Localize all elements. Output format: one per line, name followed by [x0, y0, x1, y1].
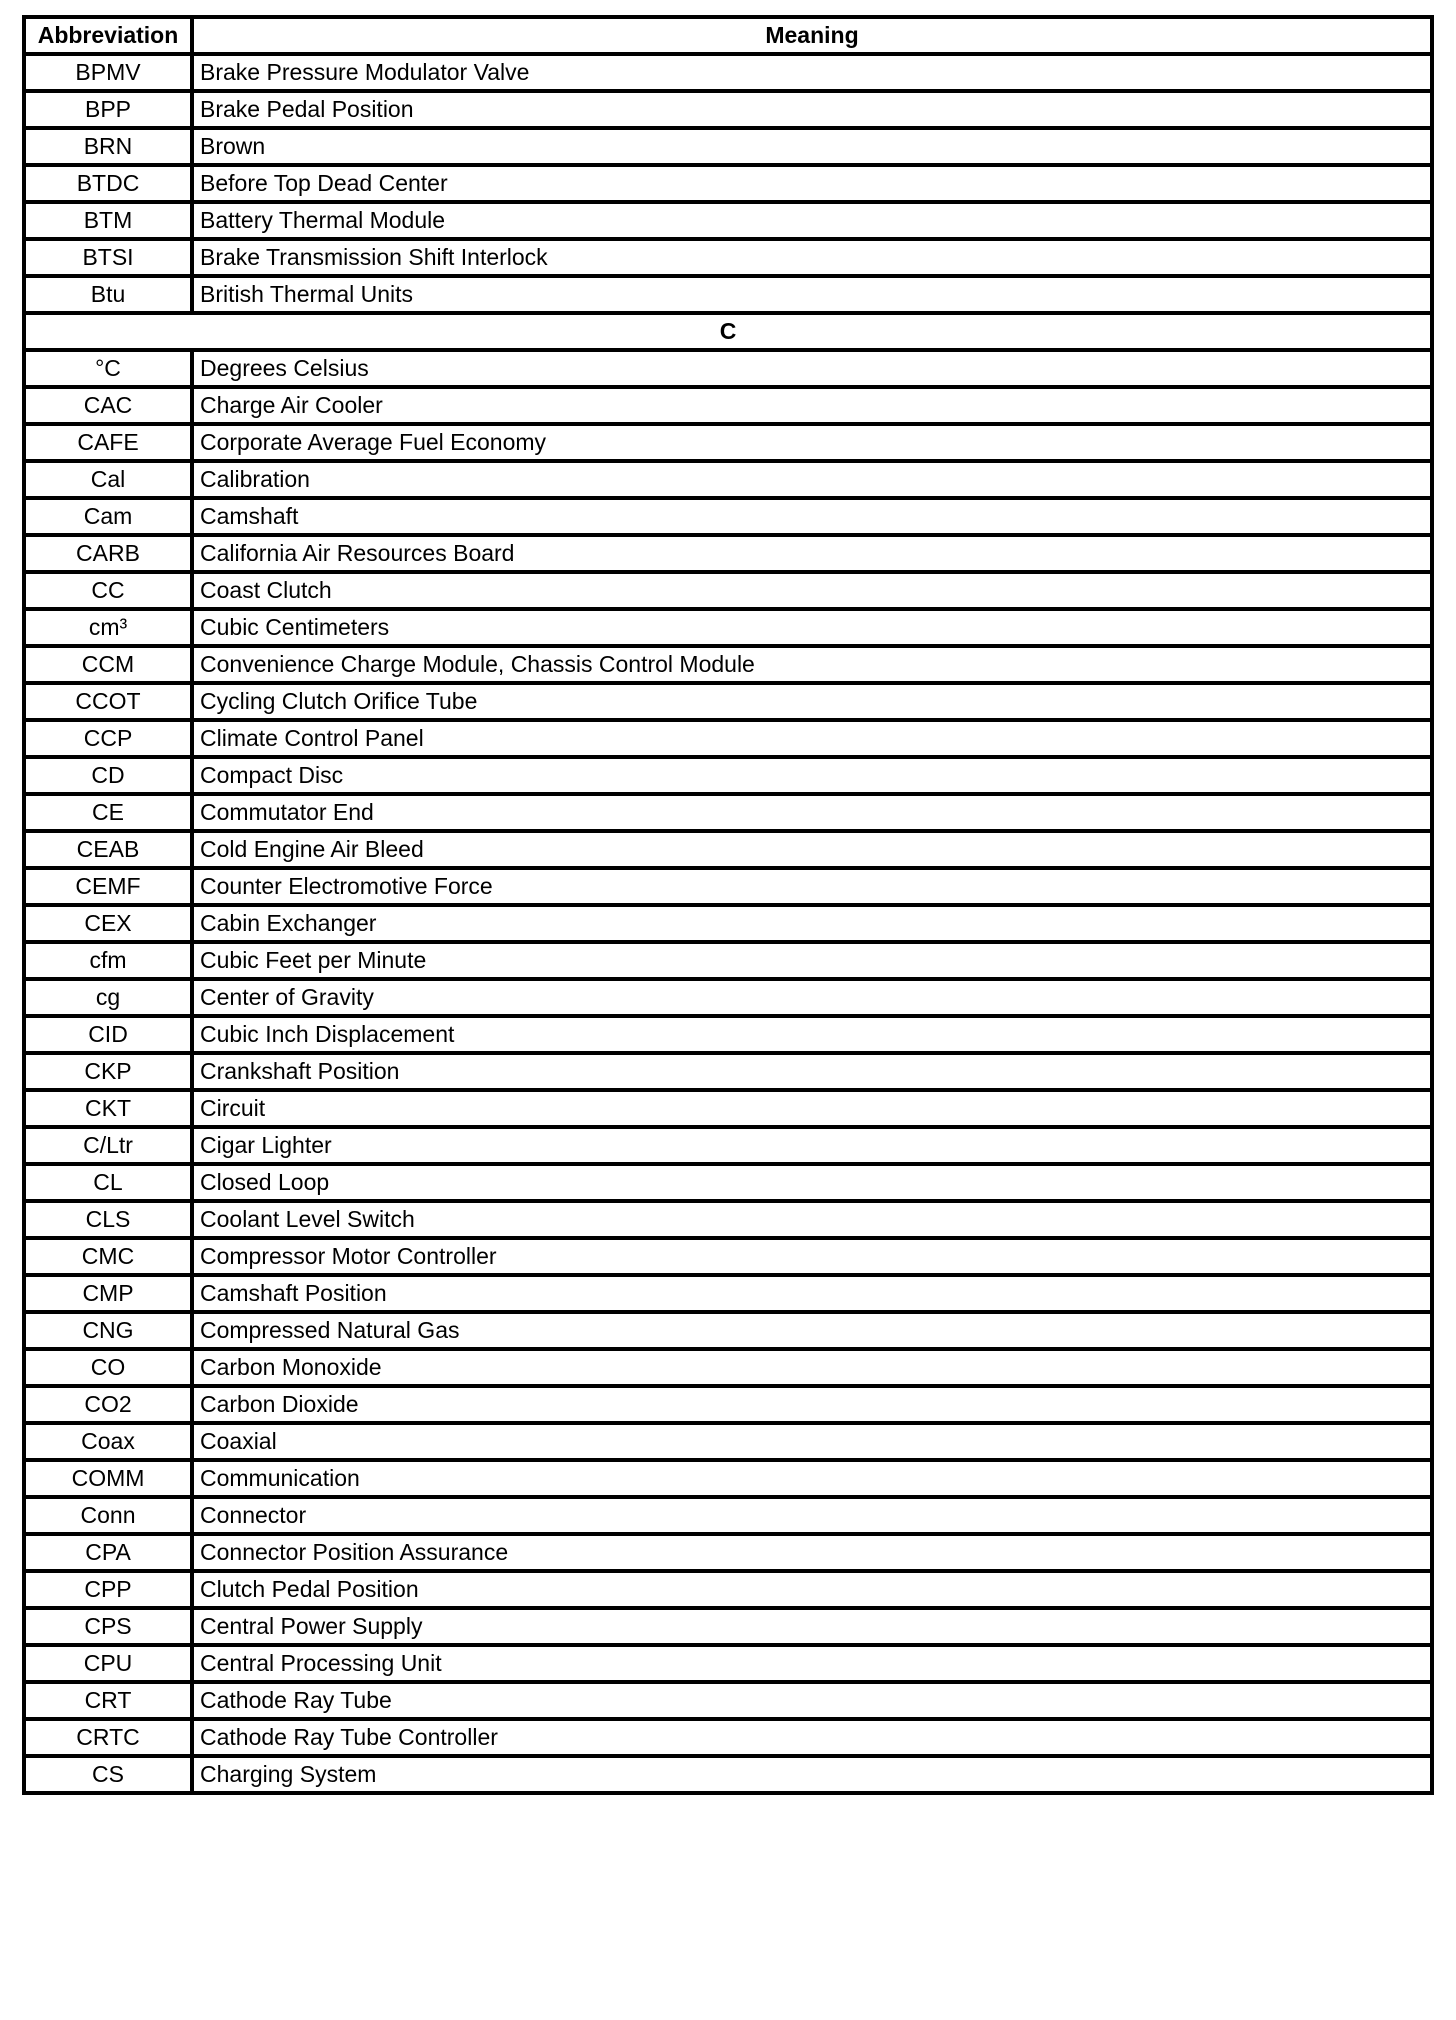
meaning-cell: Climate Control Panel — [192, 720, 1432, 757]
meaning-cell: Cycling Clutch Orifice Tube — [192, 683, 1432, 720]
table-row — [24, 1534, 1432, 1571]
abbreviation-cell: CD — [24, 757, 192, 794]
abbreviation-cell: C/Ltr — [24, 1127, 192, 1164]
meaning-cell: Commutator End — [192, 794, 1432, 831]
table-row — [24, 942, 1432, 979]
abbreviation-cell: cfm — [24, 942, 192, 979]
table-row — [24, 165, 1432, 202]
abbreviation-cell: CPP — [24, 1571, 192, 1608]
abbreviation-cell: Cal — [24, 461, 192, 498]
meaning-cell: Battery Thermal Module — [192, 202, 1432, 239]
table-row — [24, 1127, 1432, 1164]
abbreviation-cell: CMP — [24, 1275, 192, 1312]
meaning-cell: Cubic Centimeters — [192, 609, 1432, 646]
meaning-cell: Brake Pressure Modulator Valve — [192, 54, 1432, 91]
abbreviation-cell: cg — [24, 979, 192, 1016]
abbreviation-cell: CL — [24, 1164, 192, 1201]
meaning-cell: Circuit — [192, 1090, 1432, 1127]
header-row — [24, 17, 1432, 54]
table-row — [24, 128, 1432, 165]
abbreviation-cell: CLS — [24, 1201, 192, 1238]
table-row — [24, 1682, 1432, 1719]
abbreviation-cell: CAC — [24, 387, 192, 424]
table-row — [24, 1349, 1432, 1386]
abbreviation-cell: CO — [24, 1349, 192, 1386]
table-row — [24, 424, 1432, 461]
table-row — [24, 868, 1432, 905]
abbreviation-cell: CEX — [24, 905, 192, 942]
table-row — [24, 1423, 1432, 1460]
meaning-cell: Cubic Inch Displacement — [192, 1016, 1432, 1053]
abbreviation-cell: CEMF — [24, 868, 192, 905]
abbreviation-cell: CID — [24, 1016, 192, 1053]
meaning-cell: Central Power Supply — [192, 1608, 1432, 1645]
table-row — [24, 1571, 1432, 1608]
meaning-cell: Clutch Pedal Position — [192, 1571, 1432, 1608]
table-row — [24, 91, 1432, 128]
abbreviation-cell: cm³ — [24, 609, 192, 646]
meaning-cell: Compact Disc — [192, 757, 1432, 794]
table-row — [24, 1275, 1432, 1312]
table-row — [24, 461, 1432, 498]
abbreviation-cell: CPU — [24, 1645, 192, 1682]
meaning-cell: Compressed Natural Gas — [192, 1312, 1432, 1349]
abbreviation-cell: Coax — [24, 1423, 192, 1460]
abbreviation-cell: CMC — [24, 1238, 192, 1275]
abbreviation-cell: COMM — [24, 1460, 192, 1497]
abbreviation-column-header: Abbreviation — [24, 17, 192, 54]
meaning-cell: Charging System — [192, 1756, 1432, 1793]
meaning-cell: California Air Resources Board — [192, 535, 1432, 572]
meaning-cell: Cathode Ray Tube — [192, 1682, 1432, 1719]
meaning-cell: Before Top Dead Center — [192, 165, 1432, 202]
table-row — [24, 1386, 1432, 1423]
table-row — [24, 202, 1432, 239]
abbreviation-cell: BRN — [24, 128, 192, 165]
abbreviation-cell: CRTC — [24, 1719, 192, 1756]
abbreviation-cell: CEAB — [24, 831, 192, 868]
table-row — [24, 683, 1432, 720]
table-row — [24, 905, 1432, 942]
table-row — [24, 350, 1432, 387]
table-row — [24, 1645, 1432, 1682]
table-row — [24, 1016, 1432, 1053]
table-row — [24, 1719, 1432, 1756]
meaning-cell: Brown — [192, 128, 1432, 165]
table-row — [24, 535, 1432, 572]
table-row — [24, 1608, 1432, 1645]
table-row — [24, 498, 1432, 535]
meaning-cell: Cathode Ray Tube Controller — [192, 1719, 1432, 1756]
meaning-column-header: Meaning — [192, 17, 1432, 54]
meaning-cell: Carbon Dioxide — [192, 1386, 1432, 1423]
meaning-cell: Carbon Monoxide — [192, 1349, 1432, 1386]
meaning-cell: Degrees Celsius — [192, 350, 1432, 387]
abbreviation-cell: CCP — [24, 720, 192, 757]
table-body — [24, 54, 1432, 1793]
abbreviation-cell: CKP — [24, 1053, 192, 1090]
table-row — [24, 387, 1432, 424]
abbreviation-cell: BTM — [24, 202, 192, 239]
table-row — [24, 646, 1432, 683]
table-row — [24, 1238, 1432, 1275]
meaning-cell: Charge Air Cooler — [192, 387, 1432, 424]
table-row — [24, 1497, 1432, 1534]
meaning-cell: Cubic Feet per Minute — [192, 942, 1432, 979]
meaning-cell: Closed Loop — [192, 1164, 1432, 1201]
table-row — [24, 1053, 1432, 1090]
meaning-cell: Brake Pedal Position — [192, 91, 1432, 128]
section-heading: C — [24, 313, 1432, 350]
table-row — [24, 54, 1432, 91]
abbreviation-cell: CCOT — [24, 683, 192, 720]
meaning-cell: Convenience Charge Module, Chassis Control Module — [192, 646, 1432, 683]
abbreviation-cell: °C — [24, 350, 192, 387]
meaning-cell: Corporate Average Fuel Economy — [192, 424, 1432, 461]
abbreviation-cell: BTSI — [24, 239, 192, 276]
table-row — [24, 757, 1432, 794]
abbreviation-cell: BPP — [24, 91, 192, 128]
abbreviation-cell: BPMV — [24, 54, 192, 91]
meaning-cell: Counter Electromotive Force — [192, 868, 1432, 905]
meaning-cell: Camshaft Position — [192, 1275, 1432, 1312]
table-row — [24, 831, 1432, 868]
abbreviation-cell: CE — [24, 794, 192, 831]
table-row — [24, 609, 1432, 646]
abbreviation-cell: CNG — [24, 1312, 192, 1349]
meaning-cell: Connector — [192, 1497, 1432, 1534]
meaning-cell: Cigar Lighter — [192, 1127, 1432, 1164]
abbreviation-cell: CKT — [24, 1090, 192, 1127]
meaning-cell: Calibration — [192, 461, 1432, 498]
abbreviation-cell: CO2 — [24, 1386, 192, 1423]
table-row — [24, 239, 1432, 276]
section-row-c — [24, 313, 1432, 350]
meaning-cell: Coast Clutch — [192, 572, 1432, 609]
meaning-cell: British Thermal Units — [192, 276, 1432, 313]
abbreviation-cell: Btu — [24, 276, 192, 313]
table-row — [24, 794, 1432, 831]
abbreviation-cell: CC — [24, 572, 192, 609]
table-row — [24, 1312, 1432, 1349]
table-row — [24, 720, 1432, 757]
meaning-cell: Communication — [192, 1460, 1432, 1497]
meaning-cell: Cold Engine Air Bleed — [192, 831, 1432, 868]
abbreviation-table — [22, 15, 1434, 1795]
table-row — [24, 979, 1432, 1016]
table-row — [24, 1090, 1432, 1127]
table-row — [24, 1460, 1432, 1497]
meaning-cell: Coolant Level Switch — [192, 1201, 1432, 1238]
meaning-cell: Cabin Exchanger — [192, 905, 1432, 942]
table-row — [24, 1201, 1432, 1238]
meaning-cell: Coaxial — [192, 1423, 1432, 1460]
meaning-cell: Compressor Motor Controller — [192, 1238, 1432, 1275]
abbreviation-cell: Cam — [24, 498, 192, 535]
abbreviation-cell: BTDC — [24, 165, 192, 202]
table-row — [24, 1756, 1432, 1793]
meaning-cell: Camshaft — [192, 498, 1432, 535]
table-row — [24, 1164, 1432, 1201]
abbreviation-cell: CPA — [24, 1534, 192, 1571]
table-row — [24, 276, 1432, 313]
abbreviation-cell: CPS — [24, 1608, 192, 1645]
abbreviation-cell: CS — [24, 1756, 192, 1793]
meaning-cell: Crankshaft Position — [192, 1053, 1432, 1090]
meaning-cell: Brake Transmission Shift Interlock — [192, 239, 1432, 276]
meaning-cell: Connector Position Assurance — [192, 1534, 1432, 1571]
table-row — [24, 572, 1432, 609]
abbreviation-cell: CCM — [24, 646, 192, 683]
abbreviation-cell: CRT — [24, 1682, 192, 1719]
abbreviation-cell: CARB — [24, 535, 192, 572]
meaning-cell: Central Processing Unit — [192, 1645, 1432, 1682]
meaning-cell: Center of Gravity — [192, 979, 1432, 1016]
abbreviation-cell: CAFE — [24, 424, 192, 461]
abbreviation-cell: Conn — [24, 1497, 192, 1534]
